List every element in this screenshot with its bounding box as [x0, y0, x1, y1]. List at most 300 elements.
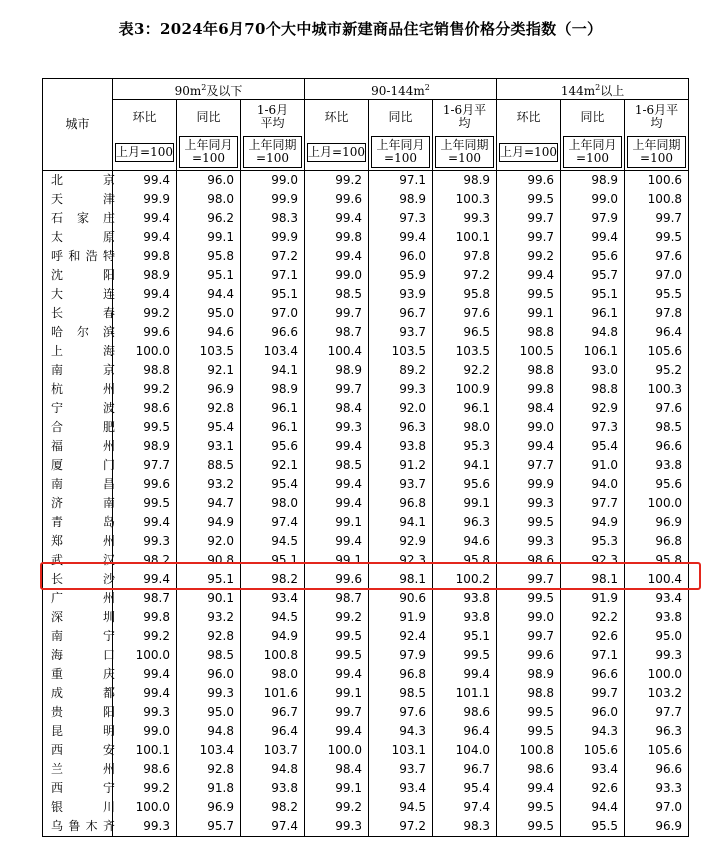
index-value: 95.4 [433, 779, 497, 798]
city-name: 杭 州 [43, 380, 113, 399]
index-value: 103.4 [177, 741, 241, 760]
index-value: 89.2 [369, 361, 433, 380]
index-value: 99.5 [497, 722, 561, 741]
index-value: 98.9 [305, 361, 369, 380]
index-value: 95.1 [241, 551, 305, 570]
index-value: 94.8 [241, 760, 305, 779]
table-row [43, 418, 689, 437]
index-value: 99.3 [305, 817, 369, 837]
index-value: 92.6 [561, 779, 625, 798]
index-value: 94.6 [433, 532, 497, 551]
index-value: 98.6 [113, 399, 177, 418]
index-value: 95.3 [561, 532, 625, 551]
table-body [43, 171, 689, 837]
subheader-g0-0: 环比 [113, 100, 177, 135]
index-value: 95.6 [625, 475, 689, 494]
index-value: 93.8 [433, 608, 497, 627]
table-row [43, 551, 689, 570]
index-value: 99.4 [305, 475, 369, 494]
index-value: 97.0 [625, 266, 689, 285]
index-value: 96.6 [561, 665, 625, 684]
city-name: 深 圳 [43, 608, 113, 627]
base-label-g2-0: 上月=100 [497, 134, 561, 171]
subheader-g2-2: 1-6月平 均 [625, 100, 689, 135]
index-value: 93.8 [625, 608, 689, 627]
index-value: 99.7 [497, 627, 561, 646]
table-header [43, 79, 689, 171]
index-value: 100.4 [305, 342, 369, 361]
index-value: 97.1 [241, 266, 305, 285]
index-value: 98.5 [305, 285, 369, 304]
table-row [43, 361, 689, 380]
index-value: 95.4 [561, 437, 625, 456]
city-name: 青 岛 [43, 513, 113, 532]
index-value: 99.0 [497, 418, 561, 437]
index-value: 95.8 [625, 551, 689, 570]
index-value: 95.6 [433, 475, 497, 494]
index-value: 99.6 [113, 475, 177, 494]
index-value: 93.4 [241, 589, 305, 608]
index-value: 105.6 [561, 741, 625, 760]
index-value: 97.7 [497, 456, 561, 475]
city-name: 北 京 [43, 171, 113, 191]
index-value: 92.0 [369, 399, 433, 418]
index-value: 93.8 [433, 589, 497, 608]
index-value: 92.1 [241, 456, 305, 475]
city-name: 哈 尔 滨 [43, 323, 113, 342]
index-value: 98.3 [241, 209, 305, 228]
index-value: 94.3 [369, 722, 433, 741]
index-value: 90.1 [177, 589, 241, 608]
index-value: 99.6 [497, 646, 561, 665]
index-value: 92.3 [369, 551, 433, 570]
index-value: 99.4 [113, 285, 177, 304]
index-value: 99.1 [305, 779, 369, 798]
index-value: 99.4 [305, 247, 369, 266]
index-value: 96.4 [625, 323, 689, 342]
index-value: 95.0 [625, 627, 689, 646]
index-value: 99.0 [497, 608, 561, 627]
index-value: 99.7 [561, 684, 625, 703]
group-header-small: $90m^2$及以下 [113, 79, 305, 100]
base-label-g1-2: 上年同期 =100 [433, 134, 497, 171]
index-value: 93.0 [561, 361, 625, 380]
index-value: 98.1 [369, 570, 433, 589]
index-value: 99.4 [305, 722, 369, 741]
index-value: 99.3 [113, 703, 177, 722]
base-label-g2-1: 上年同月 =100 [561, 134, 625, 171]
index-value: 93.1 [177, 437, 241, 456]
index-value: 99.1 [177, 228, 241, 247]
index-value: 100.0 [113, 798, 177, 817]
index-value: 94.8 [561, 323, 625, 342]
city-name: 大 连 [43, 285, 113, 304]
index-value: 96.0 [177, 665, 241, 684]
index-value: 99.1 [305, 513, 369, 532]
index-value: 98.7 [305, 589, 369, 608]
index-value: 98.0 [177, 190, 241, 209]
index-value: 95.6 [561, 247, 625, 266]
table-row [43, 437, 689, 456]
index-value: 97.1 [369, 171, 433, 191]
index-value: 99.3 [305, 418, 369, 437]
index-value: 99.4 [369, 228, 433, 247]
index-value: 95.7 [177, 817, 241, 837]
index-value: 91.9 [369, 608, 433, 627]
index-value: 99.5 [497, 798, 561, 817]
index-value: 94.9 [177, 513, 241, 532]
index-value: 99.5 [497, 817, 561, 837]
index-value: 99.0 [241, 171, 305, 191]
index-value: 94.5 [369, 798, 433, 817]
index-value: 95.0 [177, 304, 241, 323]
city-name: 济 南 [43, 494, 113, 513]
index-value: 99.2 [305, 171, 369, 191]
table-row [43, 646, 689, 665]
index-value: 99.0 [561, 190, 625, 209]
city-name: 太 原 [43, 228, 113, 247]
index-value: 99.7 [497, 209, 561, 228]
index-value: 98.9 [113, 266, 177, 285]
base-label-g0-0: 上月=100 [113, 134, 177, 171]
index-value: 99.4 [497, 266, 561, 285]
index-value: 96.9 [625, 513, 689, 532]
index-value: 98.6 [497, 760, 561, 779]
table-row [43, 570, 689, 589]
index-value: 99.3 [497, 532, 561, 551]
index-value: 99.7 [305, 304, 369, 323]
index-value: 99.7 [625, 209, 689, 228]
index-value: 94.1 [369, 513, 433, 532]
table-row [43, 342, 689, 361]
base-label-g2-2: 上年同期 =100 [625, 134, 689, 171]
city-name: 长 春 [43, 304, 113, 323]
index-value: 93.7 [369, 323, 433, 342]
index-value: 100.6 [625, 171, 689, 191]
subheader-g2-0: 环比 [497, 100, 561, 135]
index-value: 93.7 [369, 760, 433, 779]
index-value: 99.5 [497, 285, 561, 304]
index-value: 93.3 [625, 779, 689, 798]
index-value: 103.1 [369, 741, 433, 760]
index-value: 98.5 [625, 418, 689, 437]
index-value: 100.8 [625, 190, 689, 209]
index-value: 96.6 [625, 760, 689, 779]
index-value: 97.0 [625, 798, 689, 817]
index-value: 99.5 [497, 513, 561, 532]
index-value: 99.4 [305, 665, 369, 684]
city-name: 福 州 [43, 437, 113, 456]
index-value: 99.4 [497, 437, 561, 456]
index-value: 100.5 [497, 342, 561, 361]
index-value: 99.0 [305, 266, 369, 285]
table-row [43, 323, 689, 342]
index-value: 95.5 [561, 817, 625, 837]
index-value: 100.0 [625, 665, 689, 684]
index-value: 92.8 [177, 399, 241, 418]
index-value: 95.0 [177, 703, 241, 722]
table-row [43, 304, 689, 323]
index-value: 95.1 [433, 627, 497, 646]
city-name: 西 宁 [43, 779, 113, 798]
index-value: 93.8 [241, 779, 305, 798]
table-row [43, 494, 689, 513]
index-value: 99.7 [497, 570, 561, 589]
city-name: 上 海 [43, 342, 113, 361]
index-value: 96.1 [241, 418, 305, 437]
city-name: 南 昌 [43, 475, 113, 494]
index-value: 97.0 [241, 304, 305, 323]
index-value: 99.2 [305, 608, 369, 627]
index-value: 96.7 [433, 760, 497, 779]
index-value: 97.2 [433, 266, 497, 285]
index-value: 95.2 [625, 361, 689, 380]
index-value: 98.8 [497, 361, 561, 380]
index-value: 94.8 [177, 722, 241, 741]
index-value: 99.1 [305, 684, 369, 703]
index-value: 96.1 [561, 304, 625, 323]
index-value: 98.0 [433, 418, 497, 437]
index-value: 98.9 [433, 171, 497, 191]
index-value: 98.9 [369, 190, 433, 209]
city-name: 成 都 [43, 684, 113, 703]
index-value: 97.7 [113, 456, 177, 475]
index-value: 94.9 [241, 627, 305, 646]
index-value: 99.8 [305, 228, 369, 247]
index-value: 99.9 [497, 475, 561, 494]
table-title: 表3：2024年6月70个大中城市新建商品住宅销售价格分类指数（一） [118, 20, 603, 38]
index-value: 97.6 [369, 703, 433, 722]
index-value: 97.1 [561, 646, 625, 665]
index-value: 90.8 [177, 551, 241, 570]
index-value: 92.2 [561, 608, 625, 627]
city-name: 长 沙 [43, 570, 113, 589]
index-value: 97.7 [625, 703, 689, 722]
index-value: 92.9 [561, 399, 625, 418]
base-label-g1-0: 上月=100 [305, 134, 369, 171]
base-label-g1-1: 上年同月 =100 [369, 134, 433, 171]
index-value: 99.8 [113, 247, 177, 266]
index-value: 96.8 [625, 532, 689, 551]
index-value: 97.2 [241, 247, 305, 266]
index-value: 96.8 [369, 665, 433, 684]
index-value: 92.8 [177, 760, 241, 779]
index-value: 96.1 [433, 399, 497, 418]
index-value: 104.0 [433, 741, 497, 760]
index-value: 98.5 [305, 456, 369, 475]
index-value: 98.9 [113, 437, 177, 456]
index-value: 99.1 [433, 494, 497, 513]
index-value: 99.4 [561, 228, 625, 247]
base-label-g0-1: 上年同月 =100 [177, 134, 241, 171]
index-value: 99.9 [113, 190, 177, 209]
index-value: 99.7 [305, 380, 369, 399]
index-value: 99.6 [497, 171, 561, 191]
index-value: 98.4 [305, 399, 369, 418]
index-value: 98.8 [113, 361, 177, 380]
table-row [43, 703, 689, 722]
index-value: 100.4 [625, 570, 689, 589]
index-value: 99.6 [113, 323, 177, 342]
index-value: 99.5 [625, 228, 689, 247]
table-row [43, 171, 689, 191]
group-header-large: $144m^2$以上 [497, 79, 689, 100]
index-value: 95.1 [241, 285, 305, 304]
index-value: 92.9 [369, 532, 433, 551]
index-value: 94.0 [561, 475, 625, 494]
table-row [43, 589, 689, 608]
index-value: 99.4 [497, 779, 561, 798]
table-row [43, 684, 689, 703]
index-value: 99.3 [113, 817, 177, 837]
index-value: 103.7 [241, 741, 305, 760]
index-value: 94.7 [177, 494, 241, 513]
city-name: 石 家 庄 [43, 209, 113, 228]
index-value: 99.6 [305, 190, 369, 209]
index-value: 91.8 [177, 779, 241, 798]
city-name: 兰 州 [43, 760, 113, 779]
index-value: 99.4 [113, 171, 177, 191]
index-value: 99.6 [305, 570, 369, 589]
index-value: 106.1 [561, 342, 625, 361]
index-value: 99.4 [305, 532, 369, 551]
index-value: 99.3 [433, 209, 497, 228]
index-value: 94.5 [241, 608, 305, 627]
index-value: 99.4 [305, 437, 369, 456]
index-value: 100.8 [497, 741, 561, 760]
index-value: 99.7 [305, 703, 369, 722]
city-name: 沈 阳 [43, 266, 113, 285]
index-value: 98.6 [433, 703, 497, 722]
index-value: 99.3 [497, 494, 561, 513]
index-value: 92.2 [433, 361, 497, 380]
table-row [43, 228, 689, 247]
subheader-g0-1: 同比 [177, 100, 241, 135]
index-value: 99.2 [113, 304, 177, 323]
index-value: 95.9 [369, 266, 433, 285]
index-value: 97.9 [561, 209, 625, 228]
index-value: 92.4 [369, 627, 433, 646]
index-value: 95.4 [177, 418, 241, 437]
index-value: 99.7 [497, 228, 561, 247]
city-name: 合 肥 [43, 418, 113, 437]
index-value: 92.6 [561, 627, 625, 646]
index-value: 99.5 [497, 190, 561, 209]
index-value: 93.2 [177, 608, 241, 627]
city-name: 广 州 [43, 589, 113, 608]
index-value: 97.8 [625, 304, 689, 323]
index-value: 103.2 [625, 684, 689, 703]
index-value: 96.6 [241, 323, 305, 342]
index-value: 96.9 [625, 817, 689, 837]
table-row [43, 798, 689, 817]
index-value: 96.0 [369, 247, 433, 266]
index-value: 99.3 [369, 380, 433, 399]
index-value: 98.8 [561, 380, 625, 399]
index-value: 99.4 [113, 570, 177, 589]
city-name: 银 川 [43, 798, 113, 817]
index-value: 100.0 [113, 342, 177, 361]
index-value: 96.2 [177, 209, 241, 228]
index-value: 97.4 [433, 798, 497, 817]
table-row [43, 209, 689, 228]
index-value: 95.8 [433, 551, 497, 570]
table-row [43, 741, 689, 760]
index-value: 99.5 [113, 494, 177, 513]
base-label-g0-2: 上年同期 =100 [241, 134, 305, 171]
index-value: 95.5 [625, 285, 689, 304]
index-value: 101.6 [241, 684, 305, 703]
index-value: 99.3 [113, 532, 177, 551]
index-value: 95.1 [177, 266, 241, 285]
index-value: 97.3 [369, 209, 433, 228]
index-value: 96.3 [433, 513, 497, 532]
index-value: 94.1 [433, 456, 497, 475]
index-value: 99.4 [433, 665, 497, 684]
index-value: 97.4 [241, 817, 305, 837]
index-value: 99.2 [305, 798, 369, 817]
index-value: 98.9 [561, 171, 625, 191]
table-row [43, 817, 689, 837]
index-value: 99.1 [497, 304, 561, 323]
subheader-g1-1: 同比 [369, 100, 433, 135]
index-value: 97.6 [433, 304, 497, 323]
index-value: 99.5 [497, 703, 561, 722]
index-value: 98.3 [433, 817, 497, 837]
index-value: 99.4 [305, 209, 369, 228]
index-value: 98.6 [113, 760, 177, 779]
index-value: 100.0 [625, 494, 689, 513]
table-row [43, 608, 689, 627]
index-value: 92.8 [177, 627, 241, 646]
city-name: 武 汉 [43, 551, 113, 570]
index-value: 93.4 [369, 779, 433, 798]
index-value: 99.5 [305, 627, 369, 646]
index-value: 97.9 [369, 646, 433, 665]
index-value: 97.8 [433, 247, 497, 266]
index-value: 92.3 [561, 551, 625, 570]
index-value: 100.8 [241, 646, 305, 665]
index-value: 99.2 [497, 247, 561, 266]
index-value: 99.8 [497, 380, 561, 399]
index-value: 100.2 [433, 570, 497, 589]
city-name: 呼 和 浩 特 [43, 247, 113, 266]
index-value: 96.9 [177, 380, 241, 399]
index-value: 93.4 [625, 589, 689, 608]
table-row [43, 266, 689, 285]
index-value: 98.8 [497, 684, 561, 703]
table-row [43, 247, 689, 266]
index-value: 96.7 [369, 304, 433, 323]
table-row [43, 475, 689, 494]
index-value: 99.5 [433, 646, 497, 665]
index-value: 98.2 [241, 798, 305, 817]
index-value: 94.3 [561, 722, 625, 741]
index-value: 96.4 [241, 722, 305, 741]
index-value: 96.0 [177, 171, 241, 191]
index-value: 95.3 [433, 437, 497, 456]
city-name: 乌 鲁 木 齐 [43, 817, 113, 837]
subheader-g0-2: 1-6月 平均 [241, 100, 305, 135]
index-value: 99.5 [113, 418, 177, 437]
index-value: 97.6 [625, 399, 689, 418]
city-name: 海 口 [43, 646, 113, 665]
index-value: 98.7 [305, 323, 369, 342]
index-value: 96.6 [625, 437, 689, 456]
index-value: 97.7 [561, 494, 625, 513]
city-name: 南 京 [43, 361, 113, 380]
index-value: 92.1 [177, 361, 241, 380]
